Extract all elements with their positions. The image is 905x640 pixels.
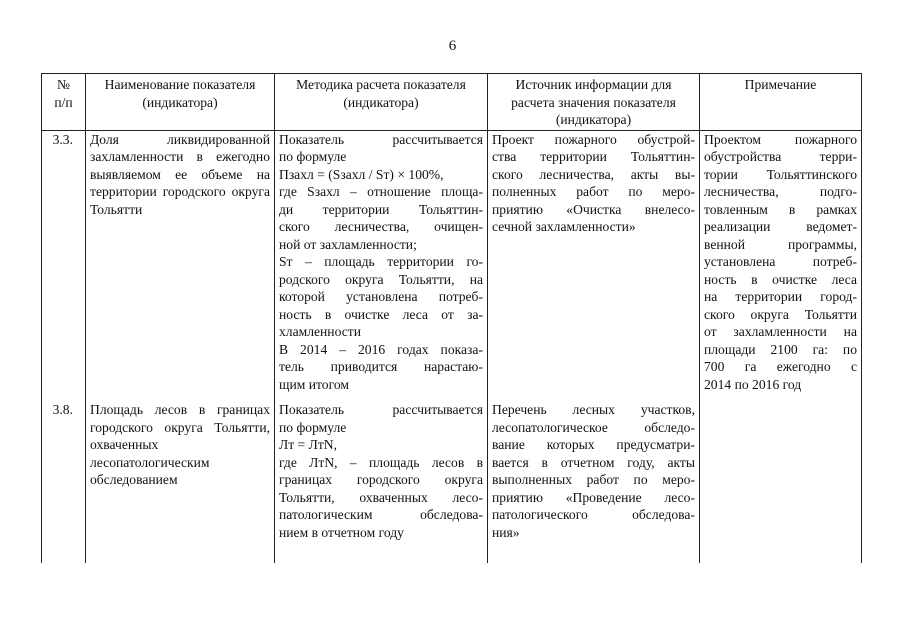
header-line: п/п (54, 94, 73, 110)
header-source (488, 74, 700, 131)
header-line: Методика расчета показателя (296, 77, 466, 92)
cell-line: венной программы, (704, 236, 857, 252)
note (700, 130, 862, 401)
cell-line: ди территории Тольяттин- (279, 201, 483, 217)
cell-line: приятию «Очистка внелесо- (492, 201, 695, 217)
header-method (275, 74, 488, 131)
cell-line: Проектом пожарного (704, 131, 857, 147)
indicator-name: Доля ликвидированной захламленности в ежегодно выявляемом ее объеме на территории городского округа Тольятти (86, 130, 275, 401)
row-number: 3.3. (42, 130, 86, 401)
cell-line: В 2014 – 2016 годах показа- (279, 341, 483, 357)
cell-line: Пзахл = (Sзахл / Sт) × 100%, (279, 166, 444, 182)
cell-line: ния» (492, 524, 520, 540)
cell-line: приятию «Проведение лесо- (492, 489, 695, 505)
table-row (42, 130, 862, 401)
cell-line: Перечень лесных участков, (492, 402, 695, 417)
header-line: Наименование показателя (104, 77, 256, 92)
header-line: Источник информации для (515, 77, 672, 92)
note (700, 401, 862, 563)
cell-line: где ЛтN, – площадь лесов в (279, 454, 483, 470)
page-number: 6 (448, 38, 457, 54)
header-line: (индикатора) (555, 112, 632, 127)
indicator-name: Площадь лесов в границах городского округа Тольятти, охваченных лесопатологическим обследованием (86, 401, 275, 563)
cell-line: сечной захламленности» (492, 219, 636, 234)
table-row (42, 401, 862, 563)
cell-line: Sт – площадь территории го- (279, 254, 483, 269)
cell-line: полненных работ по меро- (492, 184, 695, 199)
info-source (488, 130, 700, 401)
header-line: расчета значения показателя (511, 94, 676, 110)
cell-line: тель приводится нарастаю- (279, 359, 483, 374)
row-number: 3.8. (42, 401, 86, 563)
cell-line: патологическим обследова- (279, 507, 483, 522)
cell-line: вание которых предусматри- (492, 437, 695, 452)
cell-line: вается в отчетном году, акты (492, 454, 695, 470)
cell-line: патологического обследова- (492, 507, 695, 522)
table-header-row (42, 74, 862, 131)
cell-line: Показатель рассчитывается (279, 402, 483, 417)
cell-line: ского лесничества, очищен- (279, 219, 483, 234)
cell-line: лесничества, подго- (704, 184, 857, 199)
cell-line: установлена потреб- (704, 254, 857, 269)
cell-line: где Sзахл – отношение площа- (279, 184, 483, 199)
cell-line: ского округа Тольятти (704, 306, 857, 322)
cell-line: Тольятти, охваченных лесо- (279, 489, 483, 505)
cell-line: родского округа Тольятти, на (279, 271, 483, 287)
cell-line: по формуле (279, 149, 347, 164)
header-name (86, 74, 275, 131)
cell-line: выполненных работ по меро- (492, 472, 695, 487)
cell-line: 2014 по 2016 год (704, 376, 802, 392)
cell-line: реализации ведомет- (704, 219, 857, 234)
cell-line: Лт = ЛтN, (279, 437, 337, 452)
header-line: (индикатора) (343, 94, 419, 110)
header-num (42, 74, 86, 131)
cell-line: ского лесничества, акты вы- (492, 166, 695, 182)
calculation-method (275, 130, 488, 401)
cell-line: Проект пожарного обустрой- (492, 131, 695, 147)
cell-line: ной от захламленности; (279, 236, 417, 252)
info-source (488, 401, 700, 563)
cell-line: площади 2100 га: по (704, 341, 857, 357)
cell-line: тории Тольяттинского (704, 166, 857, 182)
cell-line: которой установлена потреб- (279, 289, 483, 304)
cell-line: от захламленности на (704, 324, 857, 339)
header-line: № (57, 77, 70, 92)
cell-line: ность в очистке леса (704, 271, 857, 287)
cell-line: товленным в рамках (704, 201, 857, 217)
cell-line: обустройства терри- (704, 149, 857, 164)
cell-line: хламленности (279, 324, 361, 339)
header-line: (индикатора) (142, 94, 218, 110)
cell-line: щим итогом (279, 376, 349, 392)
cell-line: на территории город- (704, 289, 857, 304)
header-note (700, 74, 862, 131)
cell-line: Показатель рассчитывается (279, 131, 483, 147)
calculation-method (275, 401, 488, 563)
indicators-table (41, 73, 862, 563)
cell-line: нием в отчетном году (279, 524, 404, 540)
cell-line: ность в очистке леса от за- (279, 306, 483, 322)
cell-line: ства территории Тольяттин- (492, 149, 695, 164)
cell-line: по формуле (279, 419, 347, 435)
cell-line: границах городского округа (279, 472, 483, 487)
cell-line: лесопатологическое обследо- (492, 419, 695, 435)
cell-line: 700 га ежегодно с (704, 359, 857, 374)
header-line: Примечание (744, 77, 817, 92)
